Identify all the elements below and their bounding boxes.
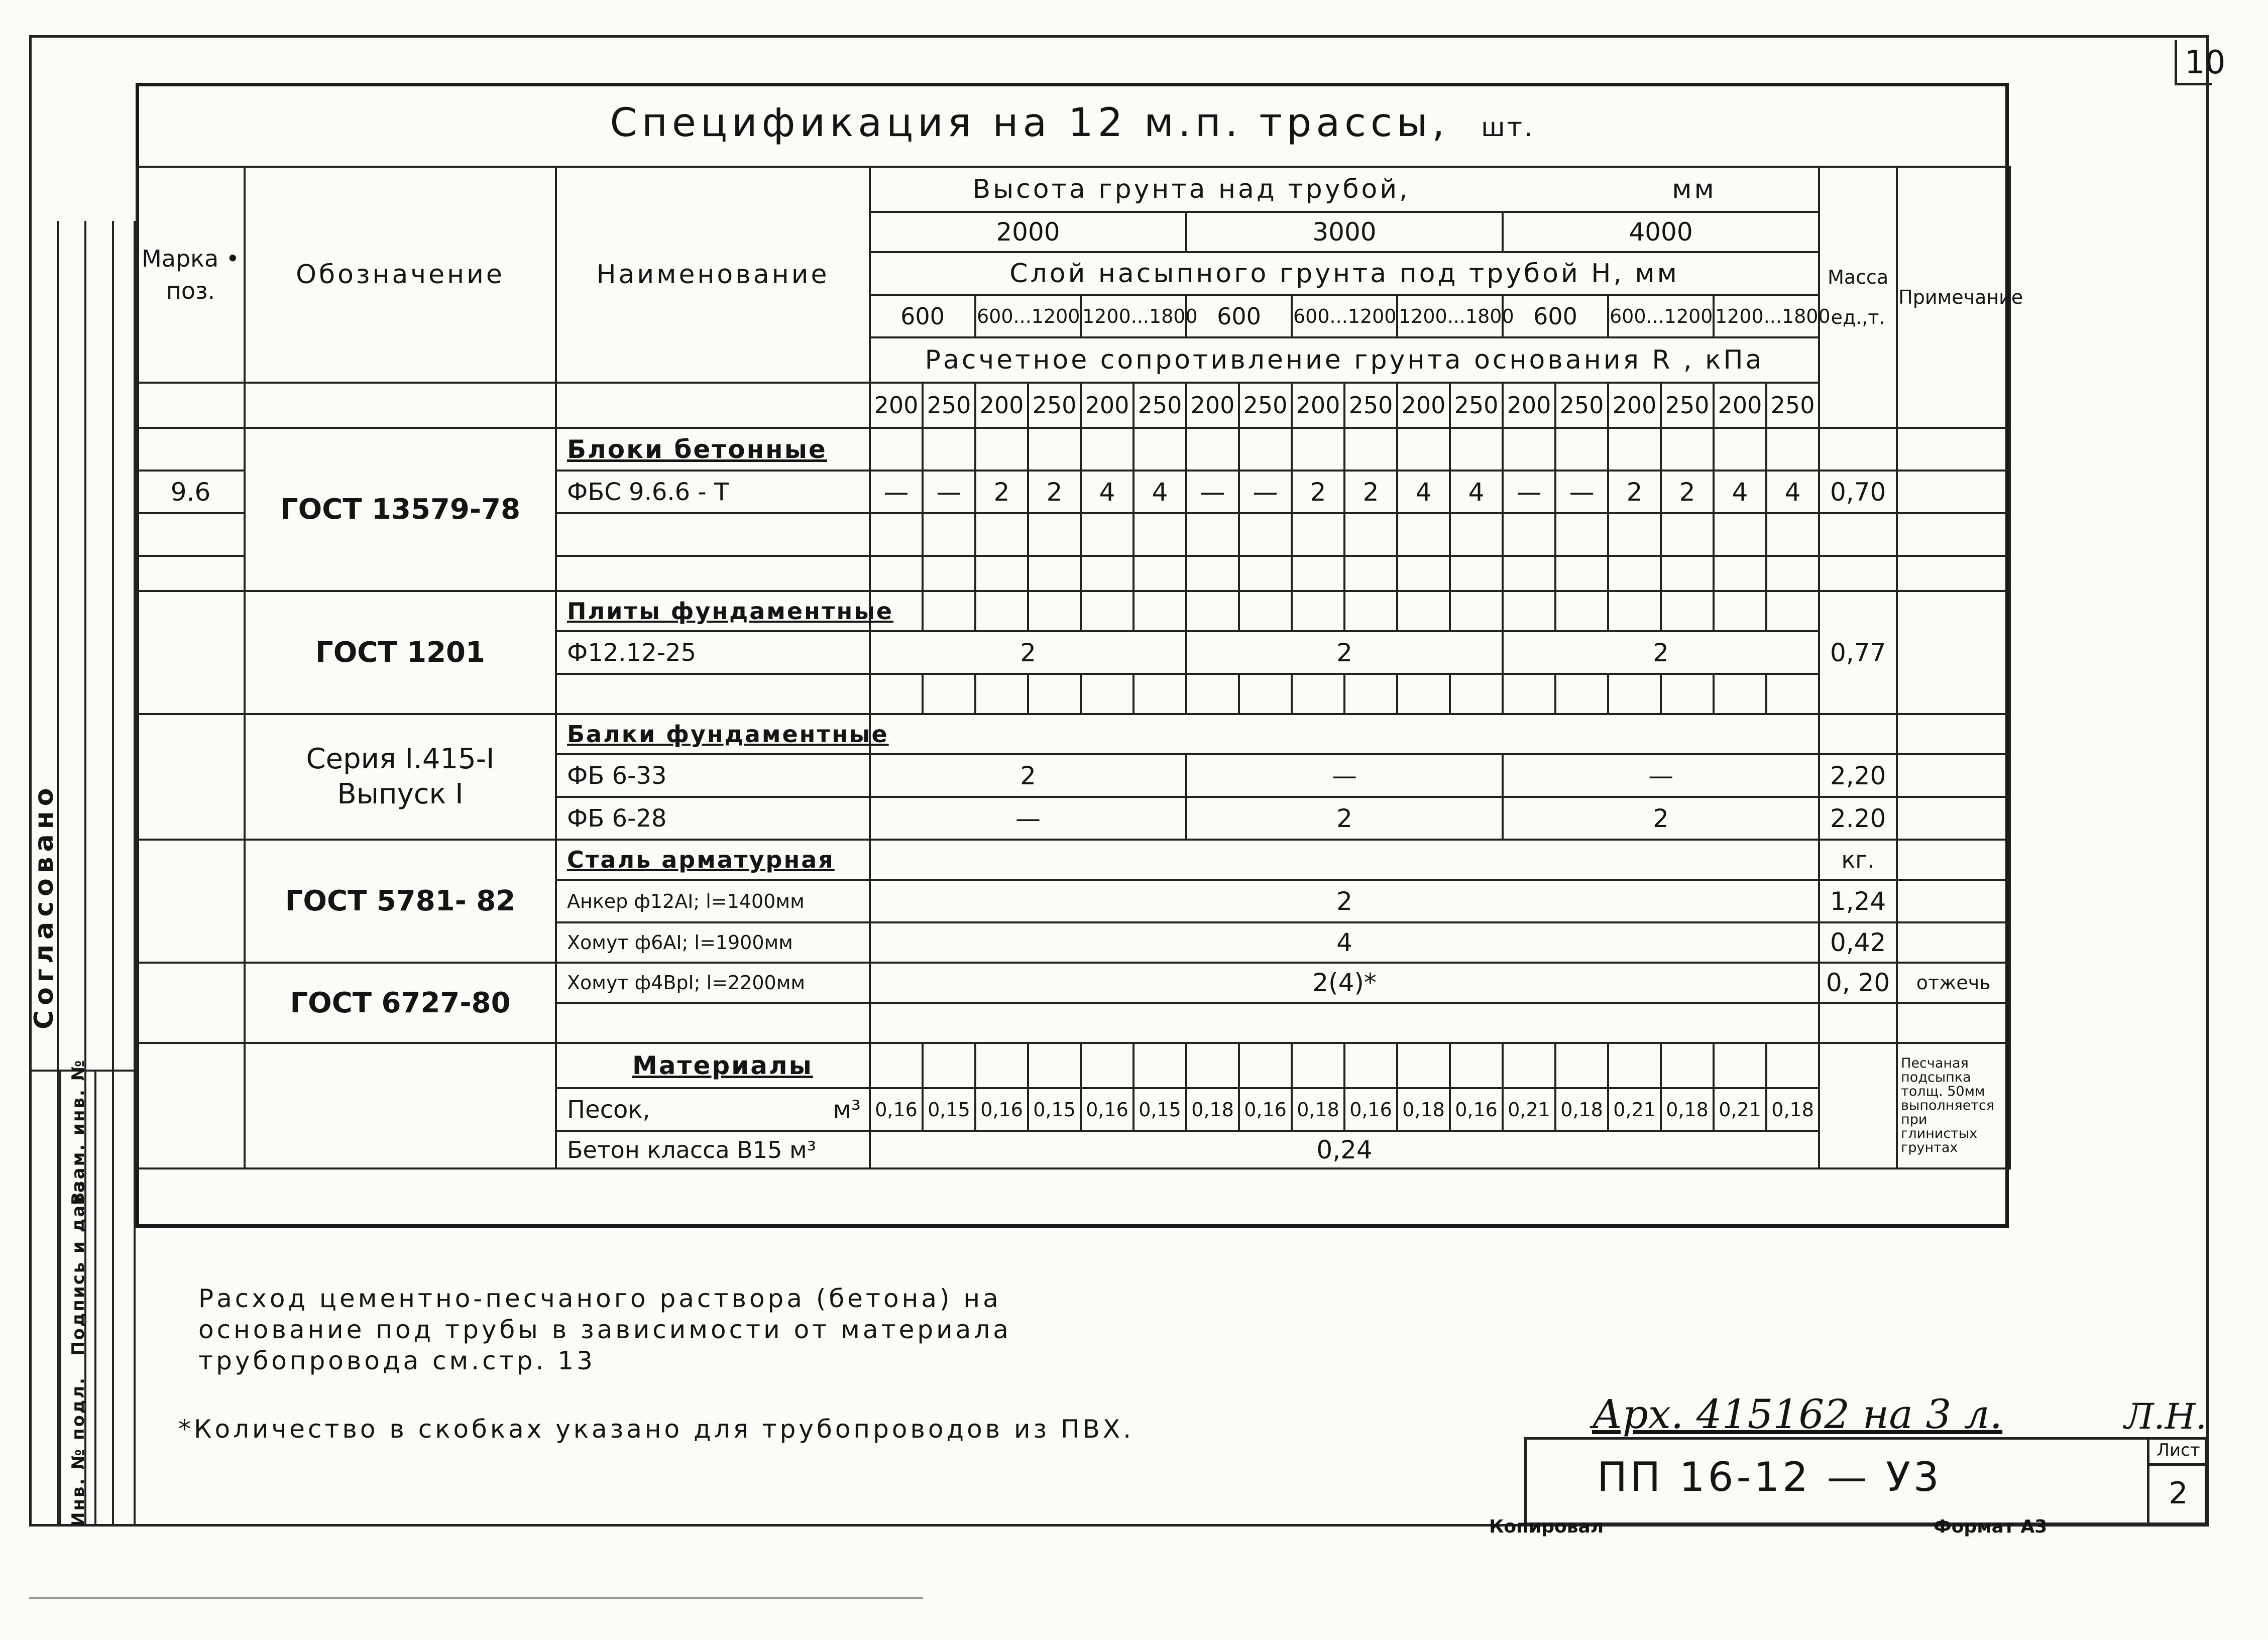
header-designation: Обозначение	[245, 167, 556, 383]
beams-name: ФБ 6-28	[556, 797, 870, 840]
blocks-value: 2	[1344, 471, 1397, 513]
beams-mass: 2.20	[1819, 797, 1897, 840]
beams-gost-line1: Серия I.415-I	[306, 743, 495, 775]
sand-value: 0,16	[1344, 1088, 1397, 1131]
note-line-1: Расход цементно-песчаного раствора (бетона) на	[198, 1284, 1001, 1313]
plates-gost: ГОСТ 1201	[245, 591, 556, 714]
fill-layer-cell: 600...1200	[1608, 295, 1714, 337]
specification-table	[136, 166, 2023, 1169]
header-fill-layer: Слой насыпного грунта под трубой H, мм	[870, 252, 1819, 295]
side-signature-date: Подпись и дата	[68, 1180, 88, 1356]
steel-value: 2	[870, 880, 1819, 922]
plates-heading: Плиты фундаментные	[556, 591, 870, 631]
fill-layer-cell: 600...1200	[975, 295, 1081, 337]
empty-cell	[245, 383, 556, 428]
beams-value: —	[870, 797, 1186, 840]
blocks-value: 2	[1292, 471, 1344, 513]
materials-note: Песчаная подсыпка толщ. 50мм выполняется при глинистых грунтах	[1897, 1043, 2010, 1168]
resistance-cell: 200	[1081, 383, 1133, 428]
header-name: Наименование	[556, 167, 870, 383]
empty-cell	[556, 383, 870, 428]
sand-unit: м³	[833, 1095, 861, 1124]
sand-value: 0,18	[1292, 1088, 1344, 1131]
sand-value: 0,15	[1028, 1088, 1081, 1131]
page-title	[136, 100, 2009, 146]
blocks-pos: 9.6	[137, 471, 245, 513]
blocks-value: —	[1239, 471, 1292, 513]
sand-value: 0,18	[1186, 1088, 1239, 1131]
fill-layer-cell: 1200...1800	[1714, 295, 1819, 337]
header-mass: Масса ед.,т.	[1819, 167, 1897, 428]
sand-name	[556, 1088, 870, 1131]
beams-heading: Балки фундаментные	[556, 714, 870, 754]
steel-mass: 0, 20	[1819, 963, 1897, 1003]
document-code: ПП 16-12 — У3	[1597, 1454, 1942, 1500]
resistance-cell: 250	[1028, 383, 1081, 428]
blocks-value: 4	[1133, 471, 1186, 513]
sheet-number: 2	[2169, 1476, 2188, 1511]
steel-mass: 0,42	[1819, 922, 1897, 963]
resistance-cell: 200	[870, 383, 923, 428]
agreed-label: Согласовано	[29, 783, 59, 1029]
sand-value: 0,16	[1239, 1088, 1292, 1131]
beams-value: 2	[1503, 797, 1819, 840]
page-number: 10	[2185, 44, 2226, 81]
beams-value: —	[1186, 754, 1503, 797]
beams-value: —	[1503, 754, 1819, 797]
fill-layer-cell: 600	[1503, 295, 1608, 337]
blocks-value: —	[923, 471, 975, 513]
empty-cell	[137, 383, 245, 428]
sand-value: 0,16	[1450, 1088, 1503, 1131]
blocks-value: 4	[1766, 471, 1819, 513]
header-marka: Марка • поз.	[137, 167, 245, 383]
fill-layer-cell: 1200...1800	[1081, 295, 1186, 337]
header-height-unit: мм	[1672, 174, 1717, 204]
fill-layer-cell: 600	[1186, 295, 1292, 337]
resistance-cell: 250	[1133, 383, 1186, 428]
steel-heading: Сталь арматурная	[556, 840, 870, 880]
resistance-cell: 200	[1186, 383, 1239, 428]
blocks-value: —	[870, 471, 923, 513]
title-text: Спецификация на 12 м.п. трассы,	[610, 100, 1449, 146]
beams-mass: 2,20	[1819, 754, 1897, 797]
sand-value: 0,15	[1133, 1088, 1186, 1131]
sheet-cell	[2147, 1437, 2207, 1525]
blocks-value: 2	[1661, 471, 1714, 513]
resistance-cell: 200	[975, 383, 1028, 428]
height-3000: 3000	[1186, 212, 1503, 252]
sand-value: 0,18	[1661, 1088, 1714, 1131]
sand-name-text: Песок,	[567, 1095, 650, 1124]
concrete-name: Бетон класса В15 м³	[556, 1131, 870, 1168]
blocks-value: 2	[975, 471, 1028, 513]
sand-value: 0,21	[1503, 1088, 1555, 1131]
sand-value: 0,15	[923, 1088, 975, 1131]
height-2000: 2000	[870, 212, 1186, 252]
fill-layer-cell: 1200...1800	[1397, 295, 1503, 337]
resistance-cell: 250	[1450, 383, 1503, 428]
header-resistance: Расчетное сопротивление грунта основания R , кПа	[870, 337, 1819, 383]
blocks-value: —	[1555, 471, 1608, 513]
plates-mass: 0,77	[1819, 591, 1897, 714]
plates-value: 2	[1186, 631, 1503, 674]
plates-value: 2	[870, 631, 1186, 674]
resistance-cell: 250	[1239, 383, 1292, 428]
steel-name: Хомут ф6АI; l=1900мм	[556, 922, 870, 963]
plates-name: Ф12.12-25	[556, 631, 870, 674]
beams-value: 2	[1186, 797, 1503, 840]
sand-value: 0,16	[870, 1088, 923, 1131]
steel-mass: 1,24	[1819, 880, 1897, 922]
resistance-cell: 200	[1608, 383, 1661, 428]
note-line-3: трубопровода см.стр. 13	[198, 1346, 596, 1375]
resistance-cell: 250	[1555, 383, 1608, 428]
steel-mass-unit: кг.	[1819, 840, 1897, 880]
beams-name: ФБ 6-33	[556, 754, 870, 797]
note-line-2: основание под трубы в зависимости от материала	[198, 1315, 1011, 1344]
blocks-mass: 0,70	[1819, 471, 1897, 513]
side-replaced-inv: Взам. инв. №	[68, 1059, 88, 1205]
sand-value: 0,16	[975, 1088, 1028, 1131]
resistance-cell: 200	[1714, 383, 1766, 428]
beams-value: 2	[870, 754, 1186, 797]
resistance-cell: 200	[1503, 383, 1555, 428]
fill-layer-cell: 600	[870, 295, 975, 337]
blocks-value: 4	[1081, 471, 1133, 513]
steel-note: отжечь	[1897, 963, 2010, 1003]
sand-value: 0,21	[1608, 1088, 1661, 1131]
side-inv-number: Инв. № подл.	[68, 1376, 88, 1527]
side-strip	[29, 221, 136, 1527]
steel-gost: ГОСТ 5781- 82	[245, 840, 556, 963]
concrete-value: 0,24	[870, 1131, 1819, 1168]
blocks-value: —	[1503, 471, 1555, 513]
steel-name: Анкер ф12АI; l=1400мм	[556, 880, 870, 922]
blocks-value: 4	[1450, 471, 1503, 513]
fill-layer-cell: 600...1200	[1292, 295, 1397, 337]
blocks-value: —	[1186, 471, 1239, 513]
initials: Л.Н.	[2124, 1396, 2207, 1437]
resistance-cell: 250	[1766, 383, 1819, 428]
footnote: *Количество в скобках указано для трубопроводов из ПВХ.	[178, 1415, 1135, 1444]
beams-gost	[245, 714, 556, 840]
sand-value: 0,21	[1714, 1088, 1766, 1131]
resistance-cell: 250	[923, 383, 975, 428]
sand-value: 0,18	[1397, 1088, 1450, 1131]
blocks-heading: Блоки бетонные	[556, 428, 870, 471]
steel-value: 4	[870, 922, 1819, 963]
archive-number: Арх. 415162 на 3 л.	[1592, 1391, 2003, 1438]
steel-value: 2(4)*	[870, 963, 1819, 1003]
steel-gost-2: ГОСТ 6727-80	[245, 963, 556, 1043]
materials-heading: Материалы	[556, 1043, 870, 1088]
beams-gost-line2: Выпуск I	[337, 778, 464, 810]
resistance-cell: 250	[1344, 383, 1397, 428]
blocks-name: ФБС 9.6.6 - Т	[556, 471, 870, 513]
blocks-value: 2	[1028, 471, 1081, 513]
copied-label: Копировал	[1489, 1516, 1604, 1537]
bottom-rule	[29, 1597, 923, 1599]
format-label: Формат А3	[1934, 1516, 2048, 1537]
blocks-gost: ГОСТ 13579-78	[245, 428, 556, 591]
blocks-value: 2	[1608, 471, 1661, 513]
header-height	[870, 167, 1819, 212]
sand-value: 0,16	[1081, 1088, 1133, 1131]
blocks-value: 4	[1397, 471, 1450, 513]
steel-name: Хомут ф4ВрI; l=2200мм	[556, 963, 870, 1003]
title-unit: шт.	[1481, 112, 1535, 143]
blocks-value: 4	[1714, 471, 1766, 513]
empty-cell	[137, 428, 245, 471]
height-4000: 4000	[1503, 212, 1819, 252]
plates-value: 2	[1503, 631, 1819, 674]
header-height-label: Высота грунта над трубой,	[972, 174, 1410, 204]
resistance-cell: 200	[1397, 383, 1450, 428]
resistance-cell: 250	[1661, 383, 1714, 428]
sheet-label: Лист	[2149, 1437, 2207, 1466]
sand-value: 0,18	[1555, 1088, 1608, 1131]
header-note: Примечание	[1897, 167, 2010, 428]
resistance-cell: 200	[1292, 383, 1344, 428]
sand-value: 0,18	[1766, 1088, 1819, 1131]
